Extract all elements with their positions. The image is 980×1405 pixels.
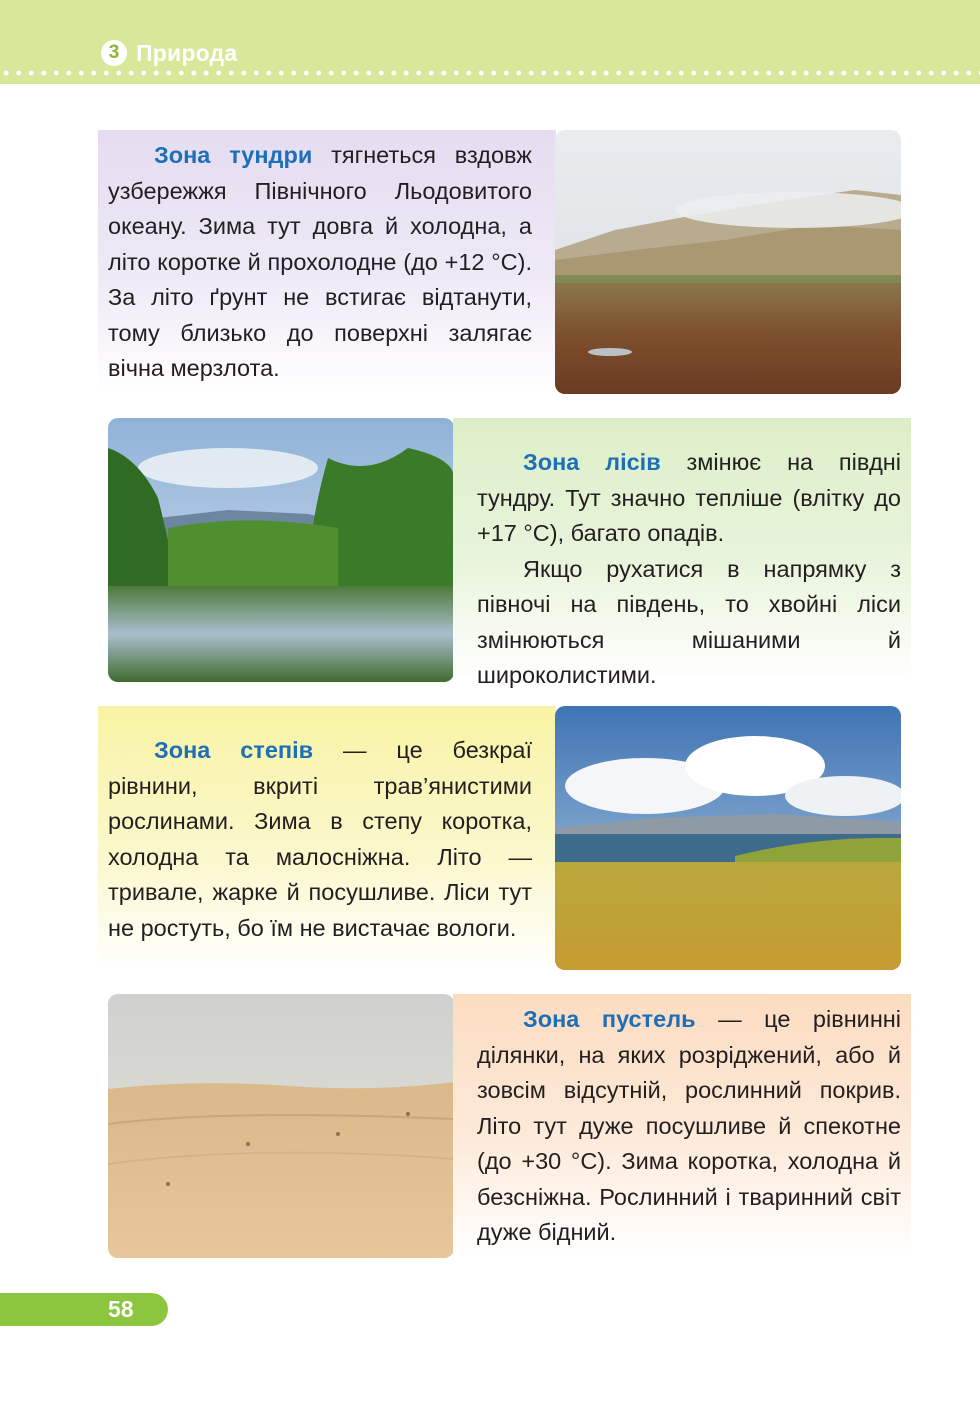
- forest-lake-photo: [108, 418, 454, 682]
- steppe-text-block: [98, 706, 556, 970]
- zone-title: Зона лісів: [523, 449, 661, 475]
- page-header: [0, 0, 980, 84]
- zone-title: Зона пустель: [523, 1006, 696, 1032]
- tundra-paragraph: Зона тундри тягнеться вздовж узбережжя Північного Льодовитого океану. Зима тут довга й холодна, а літо коротке й прохолодне (до +12 °C). За літо ґрунт не встигає відтанути, тому близько до поверхні залягає вічна мерзлота.: [108, 142, 533, 381]
- chapter-title: Природа: [136, 39, 238, 66]
- desert-text-block: [453, 994, 911, 1258]
- forest-text-block: [453, 418, 911, 688]
- tundra-text-block: [98, 130, 556, 394]
- chapter-number-badge: 3: [101, 40, 127, 66]
- dotted-divider: [0, 70, 980, 76]
- chapter-heading: [101, 38, 237, 68]
- zone-title: Зона тундри: [154, 142, 313, 168]
- page-number: 58: [108, 1296, 134, 1322]
- desert-paragraph: Зона пустель — це рівнинні ділянки, на яких розріджений, або й зовсім відсутній, рослинний покрив. Літо тут дуже посушливе й спекотне (до +30 °C). Зима коротка, холодна й безсніжна. Рослинний і тваринний світ дуже бідний.: [477, 1006, 901, 1245]
- page-number-tab: [0, 1293, 168, 1326]
- steppe-paragraph: Зона степів — це безкраї рівнини, вкриті трав’янистими рослинами. Зима в степу коротка, холодна та малосніжна. Літо — тривале, жарке й посушливе. Ліси тут не ростуть, бо їм не вистачає вологи.: [108, 737, 533, 941]
- forest-paragraph-2: Якщо рухатися в напрямку з півночі на південь, то хвойні ліси змінюються мішаними й широколистими.: [477, 555, 901, 688]
- desert-photo: [108, 994, 454, 1258]
- tundra-photo: [555, 130, 901, 394]
- forest-paragraph-1: Зона лісів змінює на півдні тундру. Тут значно тепліше (влітку до +17 °C), багато опадів.: [477, 449, 902, 546]
- zone-title: Зона степів: [154, 737, 314, 763]
- steppe-photo: [555, 706, 901, 970]
